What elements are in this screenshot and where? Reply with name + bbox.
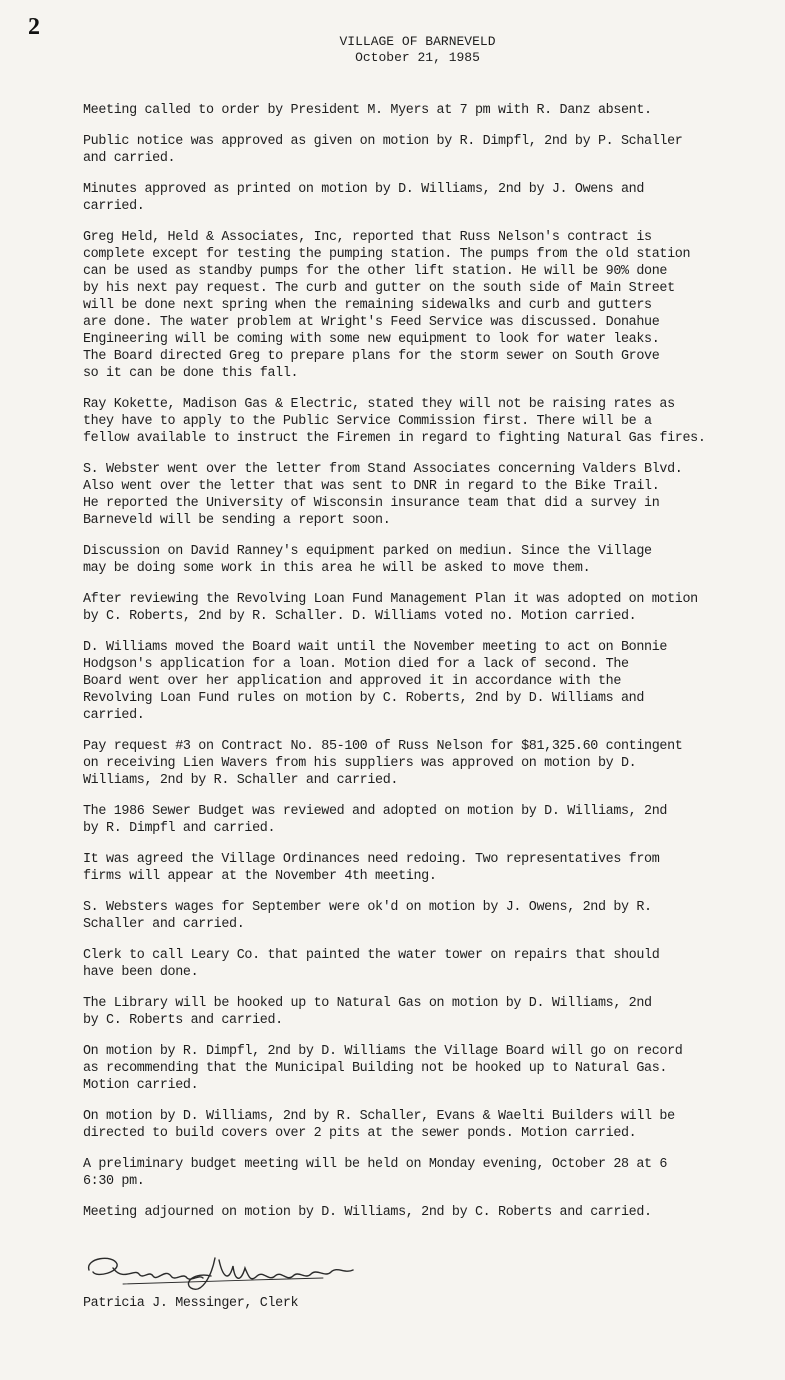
page-number: 2 (28, 14, 40, 40)
paragraph-public-notice: Public notice was approved as given on motion by R. Dimpfl, 2nd by P. Schaller and carried. (83, 134, 683, 166)
paragraph-loan-fund-plan: After reviewing the Revolving Loan Fund Management Plan it was adopted on motion by C. Roberts, 2nd by R. Schaller. D. Williams voted no. Motion carried. (83, 592, 698, 624)
paragraph-madison-gas: Ray Kokette, Madison Gas & Electric, stated they will not be raising rates as they have to apply to the Public Service Commission first. There will be a fellow available to instruct the Firemen in regard to fighting Natural Gas fires. (83, 397, 706, 446)
paragraph-leary-co: Clerk to call Leary Co. that painted the water tower on repairs that should have been done. (83, 948, 660, 980)
paragraph-call-to-order: Meeting called to order by President M. Myers at 7 pm with R. Danz absent. (83, 103, 652, 118)
paragraph-municipal-building: On motion by R. Dimpfl, 2nd by D. Williams the Village Board will go on record as recommending that the Municipal Building not be hooked up to Natural Gas. Motion carried. (83, 1044, 683, 1093)
paragraph-webster-wages: S. Websters wages for September were ok'd on motion by J. Owens, 2nd by R. Schaller and carried. (83, 900, 652, 932)
minutes-body (83, 102, 763, 1235)
paragraph-pay-request: Pay request #3 on Contract No. 85-100 of Russ Nelson for $81,325.60 contingent on receiving Lien Wavers from his suppliers was approved on motion by D. Williams, 2nd by R. Schaller and carried. (83, 739, 683, 788)
document-date: October 21, 1985 (355, 50, 480, 65)
signer-name: Patricia J. Messinger, Clerk (83, 1296, 299, 1311)
paragraph-sewer-budget: The 1986 Sewer Budget was reviewed and adopted on motion by D. Williams, 2nd by R. Dimpfl and carried. (83, 804, 668, 836)
paragraph-ranney-equipment: Discussion on David Ranney's equipment parked on mediun. Since the Village may be doing some work in this area he will be asked to move them. (83, 544, 652, 576)
paragraph-ordinances: It was agreed the Village Ordinances need redoing. Two representatives from firms will appear at the November 4th meeting. (83, 852, 660, 884)
paragraph-adjourned: Meeting adjourned on motion by D. Williams, 2nd by C. Roberts and carried. (83, 1205, 652, 1220)
paragraph-hodgson-loan: D. Williams moved the Board wait until the November meeting to act on Bonnie Hodgson's application for a loan. Motion died for a lack of second. The Board went over her application and approved it in accordance with the Revolving Loan Fund rules on motion by C. Roberts, 2nd by D. Williams and carried. (83, 640, 668, 723)
paragraph-minutes-approved: Minutes approved as printed on motion by D. Williams, 2nd by J. Owens and carried. (83, 182, 645, 214)
paragraph-held-associates-report: Greg Held, Held & Associates, Inc, reported that Russ Nelson's contract is complete except for testing the pumping station. The pumps from the old station can be used as standby pumps for the other lift station. He will be 90% done by his next pay request. The curb and gutter on the south side of Main Street will be done next spring when the remaining sidewalks and curb and gutters are done. The water problem at Wright's Feed Service was discussed. Donahue Engineering will be coming with some new equipment to look for water leaks. The Board directed Greg to prepare plans for the storm sewer on South Grove so it can be done this fall. (83, 230, 691, 381)
document-title: VILLAGE OF BARNEVELD (339, 34, 496, 49)
paragraph-webster-letters: S. Webster went over the letter from Stand Associates concerning Valders Blvd. Also went over the letter that was sent to DNR in regard to the Bike Trail. He reported the University of Wisconsin insurance team that did a survey in Barneveld will be sending a report soon. (83, 462, 683, 528)
document-header (0, 34, 785, 66)
paragraph-budget-meeting: A preliminary budget meeting will be held on Monday evening, October 28 at 6 6:30 pm. (83, 1157, 668, 1189)
paragraph-library-gas: The Library will be hooked up to Natural Gas on motion by D. Williams, 2nd by C. Roberts and carried. (83, 996, 652, 1028)
paragraph-pit-covers: On motion by D. Williams, 2nd by R. Schaller, Evans & Waelti Builders will be directed to build covers over 2 pits at the sewer ponds. Motion carried. (83, 1109, 675, 1141)
handwritten-signature (83, 1248, 383, 1296)
